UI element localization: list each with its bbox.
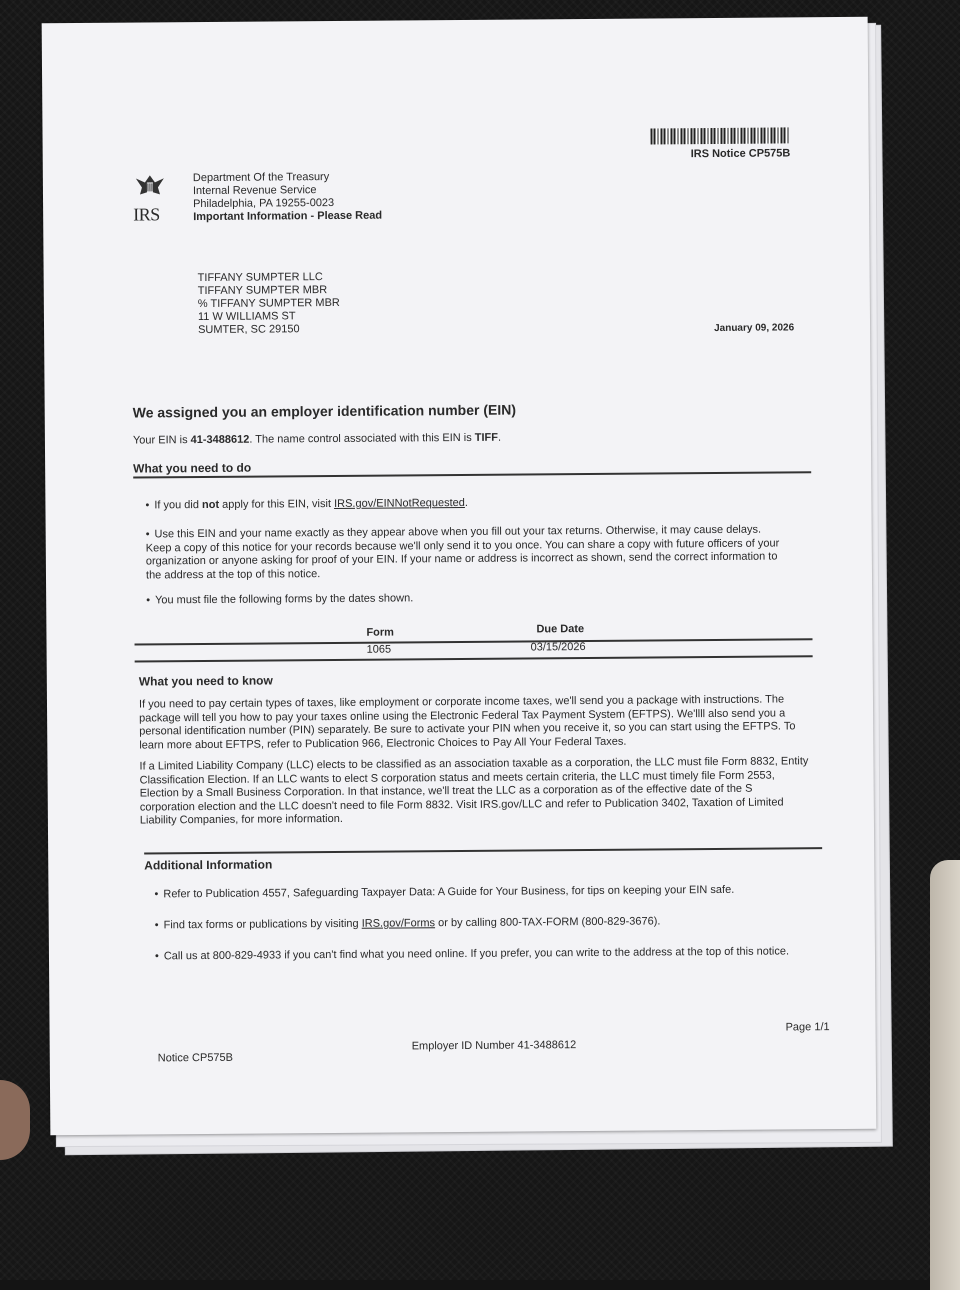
important-line: Important Information - Please Read [193,210,382,224]
table-header-form: Form [366,627,394,639]
irs-forms-link[interactable]: IRS.gov/Forms [362,917,435,930]
logo-text: IRS [133,205,173,223]
recipient-address [198,271,341,337]
b1-end: . [465,497,468,509]
barcode [650,127,788,144]
bullet-tax-forms [155,914,835,933]
bullet-publication-4557: • Refer to Publication 4557, Safeguarding Taxpayer Data: A Guide for Your Business, for tips on keeping your EIN safe. [154,883,834,902]
ein-not-requested-link[interactable]: IRS.gov/EINNotRequested [334,497,465,510]
footer-page: Page 1/1 [786,1021,830,1033]
b1-pre: If you did [154,499,202,511]
address-line: % TIFFANY SUMPTER MBR [198,297,340,311]
address-line: TIFFANY SUMPTER MBR [198,284,340,298]
department-block [193,171,382,224]
dept-line: Internal Revenue Service [193,184,382,198]
notice-top-label: IRS Notice CP575B [691,147,791,160]
footer-notice: Notice CP575B [158,1052,233,1065]
ein-value: 41-3488612 [191,434,250,446]
section-additional-info-title: Additional Information [144,857,272,872]
footer-ein: Employer ID Number 41-3488612 [412,1039,577,1052]
irs-logo [133,172,173,223]
ein-statement [133,432,501,447]
ein-prefix: Your EIN is [133,434,191,446]
ein-end: . [498,432,501,444]
section-divider [135,655,813,662]
paragraph-llc: If a Limited Liability Company (LLC) elects to be classified as an association taxable as a corporation, the LLC must file Form 8832, Entity Classification Election. If an LLC wants to elect S corporation status and meets certain criteria, the LLC must timely file Form 2553, Election by a Small Business Corporation. In that instance, we'll treat the LLC as a corporation as of the effective date of the S corporation election and the LLC doesn't need to file Form 8832. Visit IRS.gov/LLC and refer to Publication 3402, Taxation of Limited Liability Companies, for more information. [139,755,810,828]
section-what-to-know-title: What you need to know [139,673,273,688]
table-cell-due: 03/15/2026 [531,641,586,653]
section-what-to-do-title: What you need to do [133,461,251,476]
dept-line: Philadelphia, PA 19255-0023 [193,197,382,211]
address-line: SUMTER, SC 29150 [198,323,340,337]
eagle-icon [133,172,167,200]
irs-notice-page [42,17,877,1135]
dept-line: Department Of the Treasury [193,171,382,185]
name-control: TIFF [475,432,498,444]
section-divider [144,847,822,854]
address-line: 11 W WILLIAMS ST [198,310,340,324]
ein-mid: . The name control associated with this EIN is [249,432,474,446]
page-title: We assigned you an employer identification number (EIN) [133,402,516,421]
table-rule [135,638,813,645]
a2-pre: Find tax forms or publications by visiting [164,918,362,932]
table-header-due-date: Due Date [536,623,584,635]
b1-mid: apply for this EIN, visit [219,498,334,511]
a2-end: or by calling 800-TAX-FORM (800-829-3676). [435,915,660,929]
b1-bold: not [202,499,219,511]
bullet-file-forms: • You must file the following forms by the dates shown. [146,589,786,608]
bullet-use-ein: • Use this EIN and your name exactly as they appear above when you fill out your tax returns. Otherwise, it may cause delays. Keep a copy of this notice for your records because we'll only send it to you once. You can share a copy with future officers of your organization or anyone asking for proof of your EIN. If your name or address is incorrect as shown, send the correct information to the address at the top of this notice. [146,523,786,582]
cloth-edge [930,860,960,1290]
table-cell-form: 1065 [367,644,392,656]
notice-date: January 09, 2026 [714,322,794,334]
bullet-call-us: • Call us at 800-829-4933 if you can't find what you need online. If you prefer, you can write to the address at the top of this notice. [155,945,835,964]
address-line: TIFFANY SUMPTER LLC [198,271,340,285]
paragraph-eftps: If you need to pay certain types of taxes, like employment or corporate income taxes, we'll send you a package with instructions. The package will tell you how to pay your taxes online using the Electronic Federal Tax Payment System (EFTPS). We'llll also send you a personal identification number (PIN) separately. Be sure to activate your PIN when you receive it, so you can start using the EFTPS. To learn more about EFTPS, refer to Publication 966, Electronic Choices to Pay All Your Federal Taxes. [139,693,809,752]
bullet-not-applied [145,494,785,513]
